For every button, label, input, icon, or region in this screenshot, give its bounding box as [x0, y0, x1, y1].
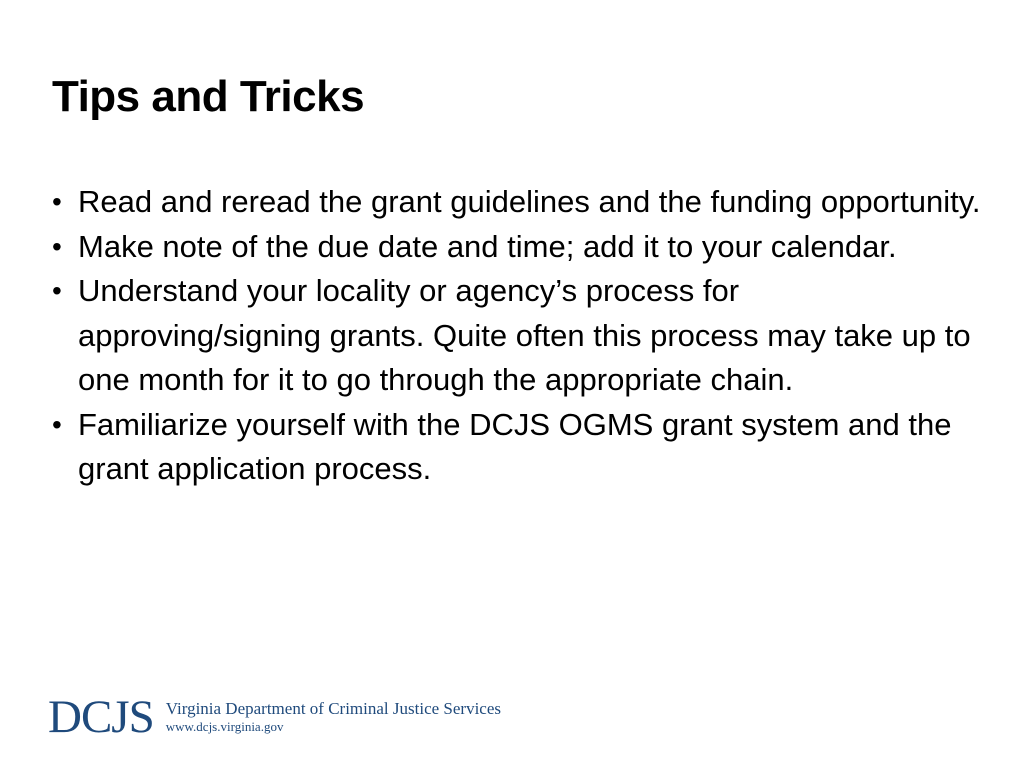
bullet-text: Familiarize yourself with the DCJS OGMS grant system and the grant application process.	[78, 406, 952, 486]
logo-mark: DCJS	[48, 691, 154, 743]
organization-url: www.dcjs.virginia.gov	[165, 719, 284, 734]
organization-name: Virginia Department of Criminal Justice Services	[165, 699, 502, 718]
bullet-item	[48, 403, 988, 492]
bullet-item	[48, 180, 988, 225]
bullet-list	[48, 180, 988, 492]
logo-text	[166, 699, 501, 735]
slide-title: Tips and Tricks	[52, 72, 365, 121]
bullet-icon: •	[52, 408, 62, 440]
bullet-text: Understand your locality or agency’s process for approving/signing grants. Quite often this process may take up to one month for it to go through the appropriate chain.	[78, 273, 971, 397]
bullet-item	[48, 269, 988, 403]
bullet-icon: •	[52, 230, 62, 262]
bullet-text: Make note of the due date and time; add it to your calendar.	[78, 228, 897, 264]
bullet-icon: •	[52, 275, 62, 306]
bullet-icon: •	[52, 186, 62, 217]
bullet-text: Read and reread the grant guidelines and the funding opportunity.	[78, 184, 981, 219]
bullet-item	[48, 225, 988, 270]
dcjs-logo	[48, 692, 501, 742]
